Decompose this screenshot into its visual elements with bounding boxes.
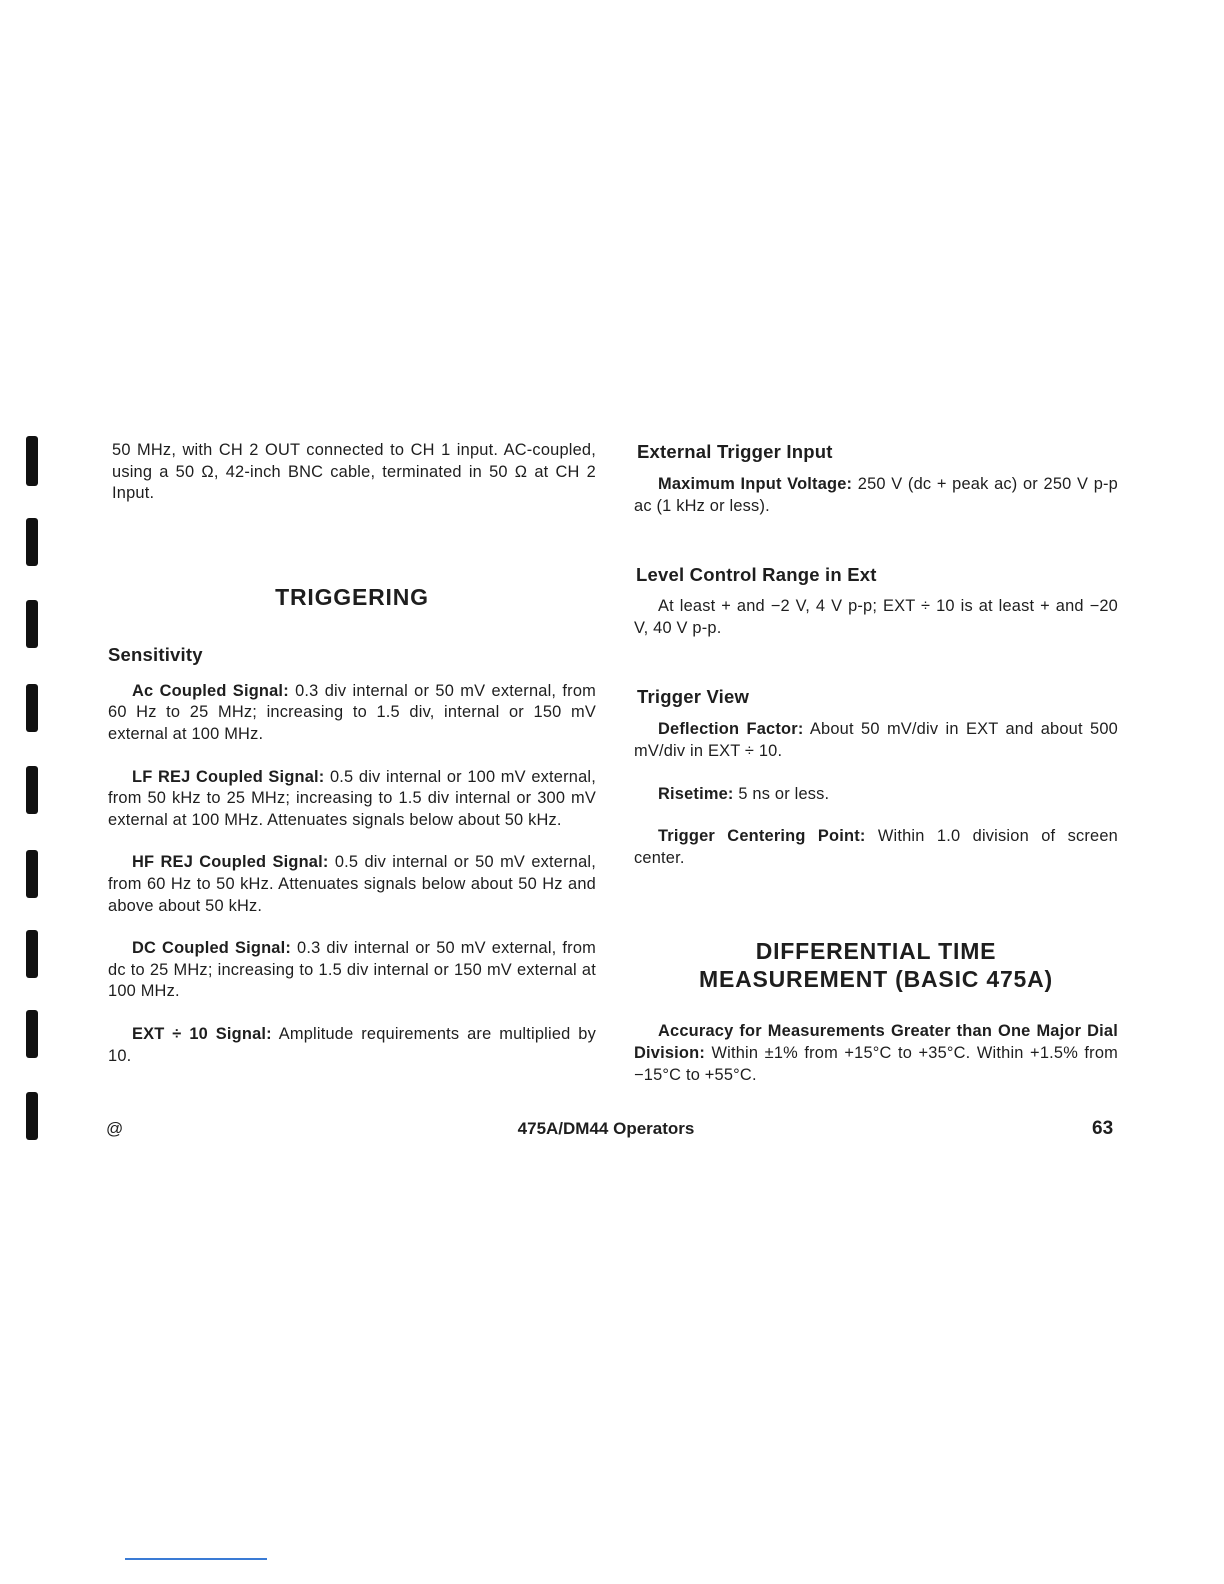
accuracy-label: Accuracy for Measurements Greater than One Major Dial Division: (634, 1022, 1118, 1062)
trigger-view-heading: Trigger View (637, 686, 750, 708)
binder-mark (26, 600, 38, 648)
max-input-voltage-spec (634, 474, 1118, 517)
risetime-label: Risetime: (658, 784, 734, 803)
binder-mark (26, 766, 38, 814)
deflection-factor-label: Deflection Factor: (658, 720, 804, 739)
binder-mark (26, 850, 38, 898)
footer-symbol: @ (106, 1119, 124, 1138)
lf-rej-label: LF REJ Coupled Signal: (132, 767, 325, 786)
level-control-heading: Level Control Range in Ext (636, 564, 877, 586)
hf-rej-text: 0.5 div internal or 50 mV external, from 60 Hz to 50 kHz. Attenuates signals below about 50 Hz and above about 50 kHz. (108, 853, 596, 915)
footer-title: 475A/DM44 Operators (517, 1119, 695, 1138)
hf-rej-label: HF REJ Coupled Signal: (132, 853, 329, 872)
max-input-voltage-text: 250 V (dc + peak ac) or 250 V p-p ac (1 kHz or less). (634, 475, 1118, 515)
trigger-centering-label: Trigger Centering Point: (658, 827, 866, 846)
ac-coupled-label: Ac Coupled Signal: (132, 681, 289, 700)
ext-div10-spec (108, 1024, 596, 1067)
ext-div10-text: Amplitude requirements are multiplied by 10. (108, 1024, 596, 1065)
dc-coupled-text: 0.3 div internal or 50 mV external, from dc to 25 MHz; increasing to 1.5 div internal or 150 mV external at 100 MHz. (108, 939, 596, 1001)
right-column (634, 440, 1118, 1086)
ac-coupled-spec (108, 681, 596, 746)
ext-div10-label: EXT ÷ 10 Signal: (132, 1024, 272, 1043)
max-input-voltage-label: Maximum Input Voltage: (658, 475, 853, 493)
accuracy-text: Within ±1% from +15°C to +35°C. Within +1.5% from −15°C to +55°C. (634, 1043, 1118, 1084)
page-number: 63 (1092, 1118, 1114, 1139)
bottom-link-underline (125, 1558, 267, 1560)
lf-rej-text: 0.5 div internal or 100 mV external, from 50 kHz to 25 MHz; increasing to 1.5 div internal or 300 mV external at 100 MHz. Attenuates signals below about 50 kHz. (108, 767, 596, 829)
dc-coupled-spec (108, 938, 596, 1003)
deflection-factor-text: About 50 mV/div in EXT and about 500 mV/div in EXT ÷ 10. (634, 720, 1118, 760)
deflection-factor-spec (634, 719, 1118, 762)
differential-title-line1: DIFFERENTIAL TIME (755, 938, 997, 965)
binder-mark (26, 1010, 38, 1058)
ac-coupled-text: 0.3 div internal or 50 mV external, from 60 Hz to 25 MHz; increasing to 1.5 div, internal or 150 mV external at 100 MHz. (108, 681, 596, 743)
differential-title-line2: MEASUREMENT (BASIC 475A) (698, 966, 1053, 993)
binder-mark (26, 930, 38, 978)
triggering-heading: TRIGGERING (275, 583, 429, 610)
binder-mark (26, 436, 38, 486)
differential-time-heading (634, 937, 1118, 993)
trigger-centering-text: Within 1.0 division of screen center. (634, 827, 1118, 867)
risetime-text: 5 ns or less. (733, 784, 830, 803)
trigger-centering-spec (634, 826, 1118, 869)
page-footer (0, 1117, 1224, 1141)
intro-paragraph: 50 MHz, with CH 2 OUT connected to CH 1 input. AC-coupled, using a 50 Ω, 42-inch BNC cable, terminated in 50 Ω at CH 2 Input. (112, 441, 596, 503)
level-control-text: At least + and −2 V, 4 V p-p; EXT ÷ 10 is at least + and −20 V, 40 V p-p. (634, 597, 1118, 637)
binder-mark (26, 518, 38, 566)
hf-rej-spec (108, 852, 596, 917)
external-trigger-heading: External Trigger Input (637, 441, 833, 462)
accuracy-spec (634, 1021, 1118, 1086)
sensitivity-heading: Sensitivity (108, 643, 203, 665)
left-column (108, 440, 596, 1067)
dc-coupled-label: DC Coupled Signal: (132, 939, 292, 958)
binder-mark (26, 684, 38, 732)
lf-rej-spec (108, 767, 596, 832)
risetime-spec (634, 784, 1118, 806)
